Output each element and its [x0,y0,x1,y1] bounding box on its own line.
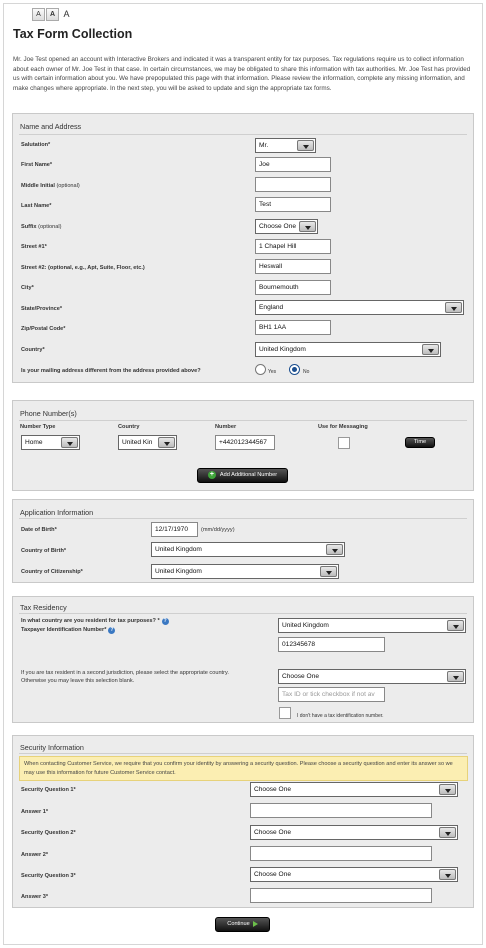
font-size-medium-button[interactable]: A [46,8,59,21]
street2-field[interactable]: Heswall [255,259,331,274]
last-name-label: Last Name* [21,203,52,209]
column-header-type: Number Type [20,424,56,430]
section-title: Application Information [20,508,94,517]
no-tin-checkbox[interactable] [279,707,291,719]
question3-select[interactable]: Choose One [250,867,458,882]
column-header-country: Country [118,424,140,430]
middle-initial-field[interactable] [255,177,331,192]
question2-label: Security Question 2* [21,830,76,836]
mailing-yes-label: Yes [268,369,277,375]
mailing-yes-radio[interactable] [255,364,266,375]
column-header-number: Number [215,424,237,430]
chevron-down-icon [447,620,464,631]
section-title: Name and Address [20,122,82,131]
zip-label: Zip/Postal Code* [21,326,66,332]
question2-select[interactable]: Choose One [250,825,458,840]
chevron-down-icon [422,344,439,355]
answer2-label: Answer 2* [21,852,49,858]
no-tin-label: I don't have a tax identification number. [297,713,384,719]
birth-country-label: Country of Birth* [21,548,67,554]
divider [19,753,467,754]
application-section [12,499,474,583]
first-name-label: First Name* [21,162,53,168]
suffix-select[interactable]: Choose One [255,219,318,234]
question1-select[interactable]: Choose One [250,782,458,797]
page-title: Tax Form Collection [13,27,133,41]
dob-label: Date of Birth* [21,527,57,533]
chevron-down-icon [447,671,464,682]
last-name-field[interactable]: Test [255,197,331,212]
arrow-right-icon [253,921,258,927]
question3-label: Security Question 3* [21,873,76,879]
dob-hint: (mm/dd/yyyy) [201,527,235,533]
answer1-field[interactable] [250,803,432,818]
divider [19,613,467,614]
street2-label: Street #2: (optional, e.g., Apt, Suite, Floor, etc.) [21,265,145,271]
chevron-down-icon [158,437,175,448]
suffix-label: Suffix (optional) [21,224,62,230]
security-section [12,735,474,908]
chevron-down-icon [297,140,314,151]
font-size-large-button[interactable]: A [63,9,70,19]
city-label: City* [21,285,34,291]
mailing-question-label: Is your mailing address different from the address provided above? [21,368,201,374]
divider [19,518,467,519]
country-select[interactable]: United Kingdom [255,342,441,357]
tax-resident-select[interactable]: United Kingdom [278,618,466,633]
salutation-label: Salutation* [21,142,51,148]
divider [19,134,467,135]
chevron-down-icon [439,869,456,880]
second-tin-field[interactable]: Tax ID or tick checkbox if not av [278,687,385,702]
street1-field[interactable]: 1 Chapel Hill [255,239,331,254]
section-title: Security Information [20,743,84,752]
chevron-down-icon [326,544,343,555]
mailing-no-radio[interactable] [289,364,300,375]
messaging-checkbox[interactable] [338,437,350,449]
tax-residency-section [12,596,474,723]
country-label: Country* [21,347,45,353]
chevron-down-icon [320,566,337,577]
phone-type-select[interactable]: Home [21,435,80,450]
help-icon[interactable]: ? [163,618,167,624]
intro-text: Mr. Joe Test opened an account with Interactive Brokers and indicated it was a transparent entity for tax purposes. Tax regulations require us to collect information about each owner of Mr. Joe Test in that case. In certain circumstances, we may be obligated to share this information with tax authorities. Mr. Joe Test has provided us with certain information about you. We have prepopulated this page with that information. Please review the information, complete any missing information, and make changes where appropriate. In the next step, you will be asked to update and sign the appropriate tax forms. [13,56,471,93]
citizenship-label: Country of Citizenship* [21,569,83,575]
chevron-down-icon [439,827,456,838]
street1-label: Street #1* [21,244,47,250]
help-icon[interactable]: ? [110,627,114,633]
question1-label: Security Question 1* [21,787,76,793]
font-size-small-button[interactable]: A [32,8,45,21]
second-jurisdiction-note: Otherwise you may leave this selection blank. [21,678,135,684]
middle-initial-label: Middle Initial (optional) [21,183,80,189]
continue-button[interactable]: Continue [215,917,270,932]
tin-field[interactable]: 012345678 [278,637,385,652]
citizenship-select[interactable]: United Kingdom [151,564,339,579]
answer3-label: Answer 3* [21,894,49,900]
name-address-section [12,113,474,383]
chevron-down-icon [445,302,462,313]
tin-label: Taxpayer Identification Number* ? [21,627,114,633]
phone-section [12,400,474,491]
section-title: Tax Residency [20,603,67,612]
answer2-field[interactable] [250,846,432,861]
plus-icon: + [209,470,214,478]
chevron-down-icon [439,784,456,795]
phone-number-field[interactable]: +442012344567 [215,435,275,450]
answer1-label: Answer 1* [21,809,49,815]
first-name-field[interactable]: Joe [255,157,331,172]
phone-country-select[interactable]: United Kin [118,435,177,450]
security-notice: When contacting Customer Service, we require that you confirm your identity by answering a security question. Please choose a security question and enter its answer so we may use this information for future Customer Service contact. [19,756,468,781]
add-number-button[interactable]: + Add Additional Number [197,468,288,483]
state-label: State/Province* [21,306,63,312]
second-jurisdiction-label: If you are tax resident in a second jurisdiction, please select the appropriate country. [21,670,229,676]
mailing-no-label: No [303,369,310,375]
divider [19,420,467,421]
tax-resident-label: In what country are you resident for tax purposes? * ? [21,618,167,624]
second-country-select[interactable]: Choose One [278,669,466,684]
section-title: Phone Number(s) [20,409,77,418]
answer3-field[interactable] [250,888,432,903]
birth-country-select[interactable]: United Kingdom [151,542,345,557]
column-header-messaging: Use for Messaging [318,424,368,430]
state-select[interactable]: England [255,300,464,315]
time-button[interactable]: Time [405,437,435,448]
chevron-down-icon [61,437,78,448]
chevron-down-icon [299,221,316,232]
zip-field[interactable]: BH1 1AA [255,320,331,335]
salutation-select[interactable]: Mr. [255,138,316,153]
dob-field[interactable]: 12/17/1970 [151,522,198,537]
city-field[interactable]: Bournemouth [255,280,331,295]
